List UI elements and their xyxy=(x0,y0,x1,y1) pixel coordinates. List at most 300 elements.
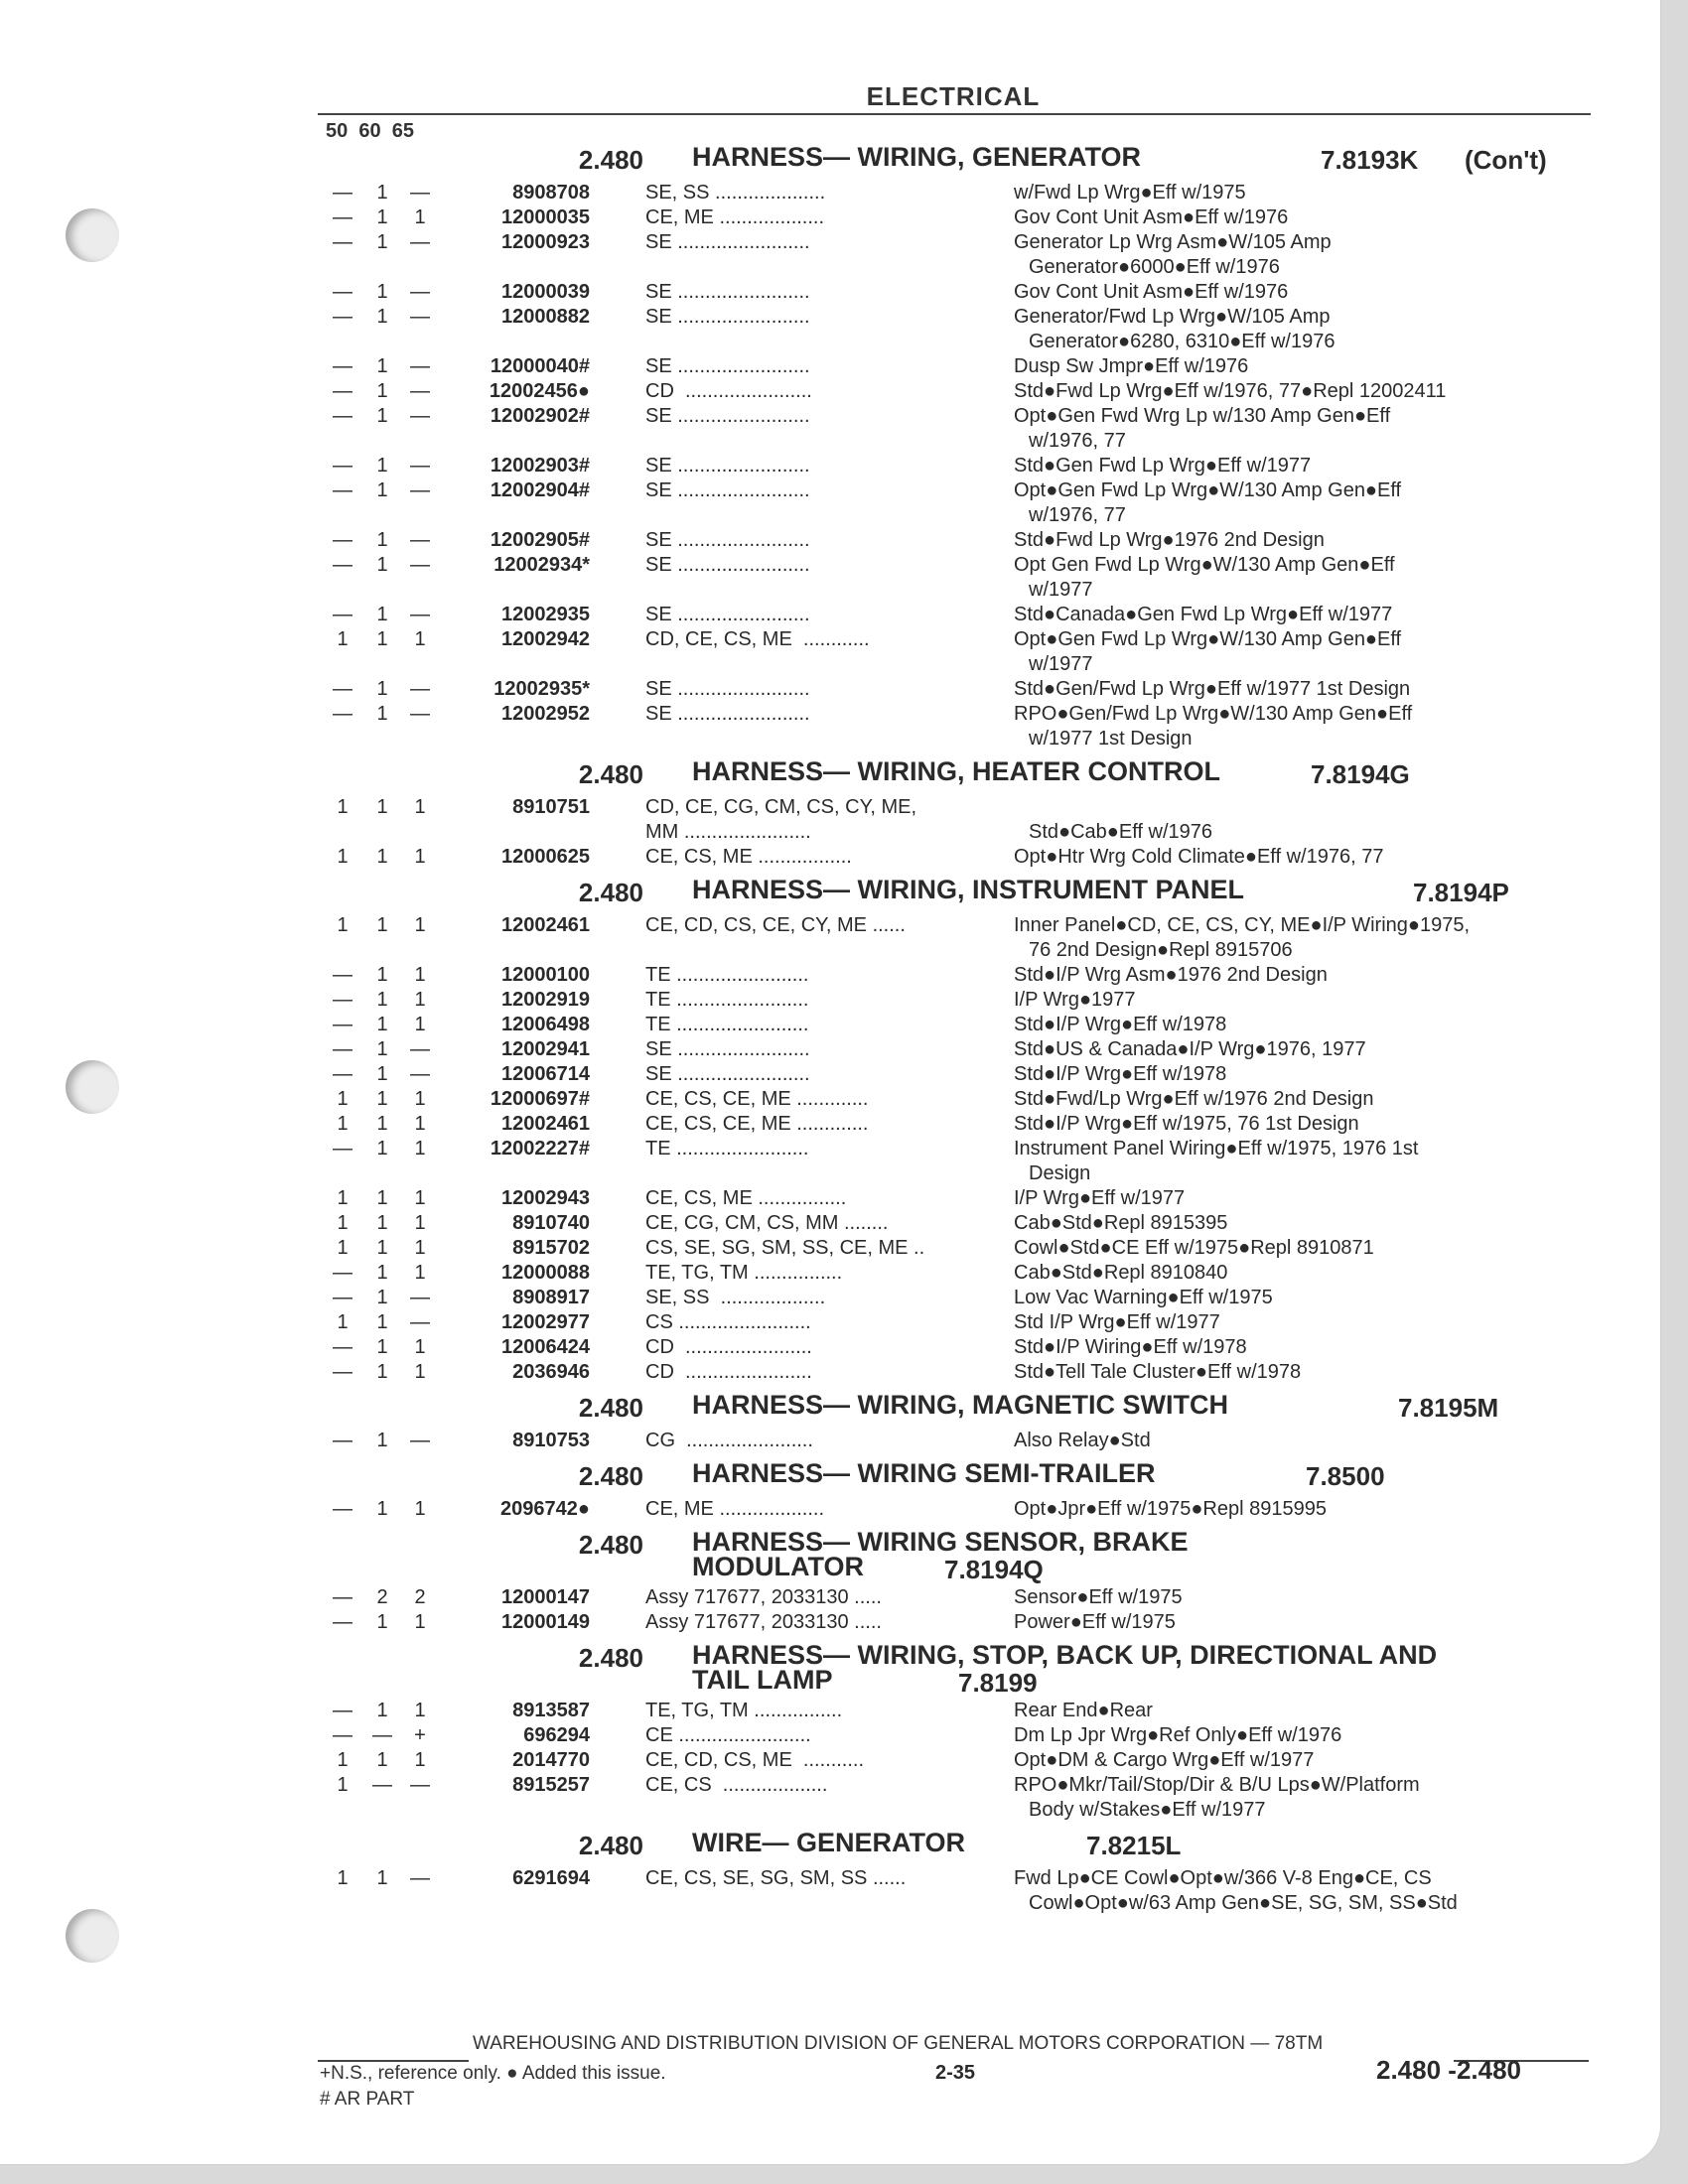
part-description xyxy=(1014,1723,1599,1748)
qty-1950-series: — xyxy=(333,281,352,303)
description-line: Power●Eff w/1975 xyxy=(1014,1611,1176,1633)
part-number: 12002902# xyxy=(490,405,590,427)
description-line: Sensor●Eff w/1975 xyxy=(1014,1586,1183,1608)
qty-1960-series: 1 xyxy=(376,1749,388,1771)
section-code: 7.8194Q xyxy=(944,1555,1044,1584)
part-description xyxy=(1014,1286,1599,1310)
part-row xyxy=(328,1699,1599,1723)
qty-1960-series: 1 xyxy=(376,554,388,576)
part-number: 12002943 xyxy=(501,1187,590,1209)
section-group-number: 2.480 xyxy=(578,1643,643,1673)
qty-1960-series: 1 xyxy=(376,1212,388,1234)
part-description xyxy=(1014,1087,1599,1112)
qty-1960-series: 1 xyxy=(376,479,388,501)
model-codes: CE, ME ................... xyxy=(645,1498,825,1520)
part-number: 12002919 xyxy=(501,989,590,1011)
qty-1965-series: 1 xyxy=(414,206,426,228)
qty-1965-series: — xyxy=(410,1038,430,1060)
description-line: Fwd Lp●CE Cowl●Opt●w/366 V-8 Eng●CE, CS xyxy=(1014,1867,1432,1889)
qty-1965-series: 1 xyxy=(414,1014,426,1035)
qty-1950-series: 1 xyxy=(337,1311,349,1333)
part-row xyxy=(328,1112,1599,1137)
part-row xyxy=(328,454,1599,478)
description-line: Cab●Std●Repl 8910840 xyxy=(1014,1262,1228,1284)
part-row xyxy=(328,1236,1599,1261)
model-codes: CG ....................... xyxy=(645,1430,813,1451)
qty-1965-series: 2 xyxy=(414,1586,426,1608)
qty-1950-series: 1 xyxy=(337,1187,349,1209)
description-line xyxy=(1014,795,1599,820)
part-row xyxy=(328,1211,1599,1236)
model-codes: SE ........................ xyxy=(645,306,810,328)
qty-1950-series: — xyxy=(333,206,352,228)
part-description xyxy=(1014,478,1599,528)
qty-1960-series: 1 xyxy=(376,231,388,253)
qty-1950-series: — xyxy=(333,1336,352,1358)
qty-1960-series: 1 xyxy=(376,1088,388,1110)
model-codes: SE, SS .................... xyxy=(645,182,826,204)
qty-1960-series: 1 xyxy=(376,206,388,228)
description-line: Body w/Stakes●Eff w/1977 xyxy=(1029,1799,1266,1821)
part-description xyxy=(1014,1699,1599,1723)
qty-1965-series: — xyxy=(410,703,430,725)
model-codes: CD, CE, CS, ME ............ xyxy=(645,628,870,650)
qty-1960-series: 1 xyxy=(376,703,388,725)
footer-division-text: WAREHOUSING AND DISTRIBUTION DIVISION OF GENERAL MOTORS CORPORATION — 78TM xyxy=(473,2033,1324,2054)
part-description xyxy=(1014,603,1599,627)
part-description xyxy=(1014,305,1599,354)
qty-1965-series: — xyxy=(410,1774,430,1796)
page-number: 2-35 xyxy=(935,2062,976,2084)
qty-1965-series: 1 xyxy=(414,1113,426,1135)
description-line: Std●I/P Wrg●Eff w/1975, 76 1st Design xyxy=(1014,1113,1359,1135)
qty-1965-series: 1 xyxy=(414,628,426,650)
footer-note-ar: # AR PART xyxy=(320,2089,415,2110)
part-number: 12002977 xyxy=(501,1311,590,1333)
description-line: Gov Cont Unit Asm●Eff w/1976 xyxy=(1014,281,1289,303)
qty-1965-series: — xyxy=(410,182,430,204)
description-line: Std●Canada●Gen Fwd Lp Wrg●Eff w/1977 xyxy=(1014,604,1393,625)
model-codes: CD, CE, CG, CM, CS, CY, ME, MM ....................... xyxy=(645,796,916,843)
description-line: w/1976, 77 xyxy=(1029,430,1126,452)
description-line: 76 2nd Design●Repl 8915706 xyxy=(1029,939,1293,961)
description-line: Std●Fwd Lp Wrg●1976 2nd Design xyxy=(1014,529,1325,551)
description-line: Opt●Gen Fwd Lp Wrg●W/130 Amp Gen●Eff xyxy=(1014,628,1402,650)
qty-1965-series: — xyxy=(410,1430,430,1451)
description-line: Std●Gen Fwd Lp Wrg●Eff w/1977 xyxy=(1014,455,1312,477)
qty-1965-series: 1 xyxy=(414,1212,426,1234)
qty-1950-series: 1 xyxy=(337,1088,349,1110)
footer-note-legend: +N.S., reference only. ● Added this issue. xyxy=(320,2063,666,2084)
description-line: Opt●Gen Fwd Wrg Lp w/130 Amp Gen●Eff xyxy=(1014,405,1391,427)
qty-1950-series: — xyxy=(333,355,352,377)
model-codes: SE ........................ xyxy=(645,1063,810,1085)
section-code: 7.8194P xyxy=(1413,878,1509,907)
qty-1950-series: 1 xyxy=(337,796,349,818)
description-line: w/1977 xyxy=(1029,653,1093,675)
qty-1960-series: 1 xyxy=(376,846,388,868)
qty-1950-series: — xyxy=(333,678,352,700)
part-row xyxy=(328,1610,1599,1635)
model-codes: TE ........................ xyxy=(645,964,809,986)
qty-1960-series: 1 xyxy=(376,678,388,700)
qty-1965-series: 1 xyxy=(414,1700,426,1721)
qty-1965-series: — xyxy=(410,604,430,625)
part-row xyxy=(328,181,1599,205)
description-line: Std●Gen/Fwd Lp Wrg●Eff w/1977 1st Design xyxy=(1014,678,1411,700)
section-header xyxy=(328,1391,1599,1429)
part-number: 12002934* xyxy=(493,554,590,576)
part-description xyxy=(1014,1013,1599,1037)
part-row xyxy=(328,1360,1599,1385)
qty-1965-series: — xyxy=(410,1287,430,1308)
qty-1960-series: 1 xyxy=(376,405,388,427)
description-line: Opt●Jpr●Eff w/1975●Repl 8915995 xyxy=(1014,1498,1327,1520)
parts-list xyxy=(328,143,1599,1916)
part-row xyxy=(328,280,1599,305)
description-line: Cowl●Opt●w/63 Amp Gen●SE, SG, SM, SS●Std xyxy=(1029,1892,1458,1914)
qty-1965-series: — xyxy=(410,380,430,402)
section-header xyxy=(328,1459,1599,1497)
qty-1960-series: 1 xyxy=(376,1187,388,1209)
model-codes: TE, TG, TM ................ xyxy=(645,1700,843,1721)
part-number: 12002935* xyxy=(493,678,590,700)
description-line: Cowl●Std●CE Eff w/1975●Repl 8910871 xyxy=(1014,1237,1374,1259)
qty-1965-series: — xyxy=(410,405,430,427)
part-number: 12006498 xyxy=(501,1014,590,1035)
qty-1965-series: — xyxy=(410,1311,430,1333)
qty-1965-series: 1 xyxy=(414,1088,426,1110)
description-line: Cab●Std●Repl 8915395 xyxy=(1014,1212,1228,1234)
part-number: 8910753 xyxy=(512,1430,590,1451)
qty-1950-series: — xyxy=(333,1430,352,1451)
part-row xyxy=(328,677,1599,702)
qty-1950-series: — xyxy=(333,964,352,986)
qty-1965-series: — xyxy=(410,306,430,328)
part-number: 12000039 xyxy=(501,281,590,303)
qty-1960-series: 1 xyxy=(376,1311,388,1333)
section-group-number: 2.480 xyxy=(578,145,643,175)
qty-1960-series: 1 xyxy=(376,1063,388,1085)
qty-1960-series: 1 xyxy=(376,964,388,986)
part-number: 8908708 xyxy=(512,182,590,204)
model-codes: SE ........................ xyxy=(645,703,810,725)
part-number: 8910751 xyxy=(512,796,590,818)
description-line: RPO●Mkr/Tail/Stop/Dir & B/U Lps●W/Platform xyxy=(1014,1774,1420,1796)
part-row xyxy=(328,603,1599,627)
part-description xyxy=(1014,454,1599,478)
qty-1960-series: 1 xyxy=(376,306,388,328)
description-line: Design xyxy=(1029,1162,1091,1184)
part-number: 12002952 xyxy=(501,703,590,725)
part-row xyxy=(328,379,1599,404)
part-row xyxy=(328,1062,1599,1087)
part-description xyxy=(1014,553,1599,603)
qty-1950-series: — xyxy=(333,455,352,477)
model-codes: CE, CD, CS, ME ........... xyxy=(645,1749,865,1771)
qty-1950-series: — xyxy=(333,1586,352,1608)
section-code: 7.8500 xyxy=(1306,1461,1385,1491)
section-header xyxy=(328,876,1599,913)
qty-1965-series: — xyxy=(410,1063,430,1085)
model-codes: CD ....................... xyxy=(645,380,812,402)
part-row xyxy=(328,1429,1599,1453)
qty-1960-series: 2 xyxy=(376,1586,388,1608)
qty-1950-series: — xyxy=(333,1014,352,1035)
description-line: Low Vac Warning●Eff w/1975 xyxy=(1014,1287,1273,1308)
binder-hole-bottom xyxy=(66,1909,119,1963)
model-codes: SE ........................ xyxy=(645,554,810,576)
description-line: Std I/P Wrg●Eff w/1977 xyxy=(1014,1311,1220,1333)
section-code: 7.8194G xyxy=(1311,759,1410,789)
model-codes: CD ....................... xyxy=(645,1361,812,1383)
section-code: 7.8199 xyxy=(958,1668,1038,1698)
model-codes: CE, CS, CE, ME ............. xyxy=(645,1088,869,1110)
part-description xyxy=(1014,988,1599,1013)
part-description xyxy=(1014,528,1599,553)
qty-1965-series: 1 xyxy=(414,1336,426,1358)
section-group-number: 2.480 xyxy=(578,1831,643,1860)
part-row xyxy=(328,305,1599,354)
model-codes: TE ........................ xyxy=(645,1014,809,1035)
qty-1960-series: 1 xyxy=(376,182,388,204)
part-description xyxy=(1014,1310,1599,1335)
qty-1950-series: 1 xyxy=(337,1867,349,1889)
section-header xyxy=(328,143,1599,181)
part-number: 6291694 xyxy=(512,1867,590,1889)
description-line: Opt●DM & Cargo Wrg●Eff w/1977 xyxy=(1014,1749,1315,1771)
section-title: WIRE— GENERATOR xyxy=(692,1828,966,1857)
qty-1965-series: — xyxy=(410,529,430,551)
part-description xyxy=(1014,181,1599,205)
description-line: Std●Cab●Eff w/1976 xyxy=(1029,821,1213,843)
qty-1950-series: 1 xyxy=(337,846,349,868)
section-header xyxy=(328,1528,1599,1585)
qty-1950-series: 1 xyxy=(337,1212,349,1234)
part-row xyxy=(328,354,1599,379)
qty-1965-series: — xyxy=(410,355,430,377)
model-codes: Assy 717677, 2033130 ..... xyxy=(645,1611,882,1633)
model-codes: CE, CG, CM, CS, MM ........ xyxy=(645,1212,889,1234)
part-row xyxy=(328,1335,1599,1360)
description-line: Inner Panel●CD, CE, CS, CY, ME●I/P Wiring●1975, xyxy=(1014,914,1471,936)
description-line: Opt Gen Fwd Lp Wrg●W/130 Amp Gen●Eff xyxy=(1014,554,1395,576)
section-group-number: 2.480 xyxy=(578,759,643,789)
description-line: Instrument Panel Wiring●Eff w/1975, 1976 1st xyxy=(1014,1138,1419,1160)
part-row xyxy=(328,230,1599,280)
qty-1960-series: 1 xyxy=(376,1113,388,1135)
section-header xyxy=(328,757,1599,795)
part-row xyxy=(328,1087,1599,1112)
qty-1950-series: 1 xyxy=(337,1774,349,1796)
section-group-number: 2.480 xyxy=(578,1461,643,1491)
part-row xyxy=(328,1748,1599,1773)
part-description xyxy=(1014,1360,1599,1385)
qty-1960-series: 1 xyxy=(376,380,388,402)
part-number: 12002461 xyxy=(501,1113,590,1135)
part-number: 12006424 xyxy=(501,1336,590,1358)
part-number: 8908917 xyxy=(512,1287,590,1308)
model-codes: SE ........................ xyxy=(645,281,810,303)
section-group-number: 2.480 xyxy=(578,1393,643,1423)
qty-1960-series: 1 xyxy=(376,1430,388,1451)
qty-1965-series: — xyxy=(410,231,430,253)
qty-1965-series: 1 xyxy=(414,1498,426,1520)
part-row xyxy=(328,404,1599,454)
qty-1950-series: 1 xyxy=(337,1749,349,1771)
section-header xyxy=(328,1641,1599,1699)
qty-1965-series: 1 xyxy=(414,989,426,1011)
qty-1960-series: 1 xyxy=(376,604,388,625)
qty-1950-series: — xyxy=(333,1611,352,1633)
part-row xyxy=(328,702,1599,751)
qty-1965-series: — xyxy=(410,678,430,700)
section-code: 7.8195M xyxy=(1398,1393,1499,1423)
part-description xyxy=(1014,1429,1599,1453)
part-description xyxy=(1014,963,1599,988)
qty-1965-series: 1 xyxy=(414,796,426,818)
part-row xyxy=(328,988,1599,1013)
qty-1960-series: 1 xyxy=(376,989,388,1011)
description-line: Opt●Gen Fwd Lp Wrg●W/130 Amp Gen●Eff xyxy=(1014,479,1402,501)
qty-1950-series: — xyxy=(333,1498,352,1520)
description-line: Generator●6280, 6310●Eff w/1976 xyxy=(1029,331,1336,352)
part-row xyxy=(328,963,1599,988)
model-codes: CS, SE, SG, SM, SS, CE, ME .. xyxy=(645,1237,925,1259)
part-row xyxy=(328,1585,1599,1610)
description-line: w/1977 1st Design xyxy=(1029,728,1193,750)
model-codes: SE ........................ xyxy=(645,479,810,501)
part-description xyxy=(1014,404,1599,454)
qty-1950-series: — xyxy=(333,1724,352,1746)
section-title: HARNESS— WIRING, HEATER CONTROL xyxy=(692,756,1220,786)
qty-1960-series: 1 xyxy=(376,1700,388,1721)
qty-1950-series: — xyxy=(333,182,352,204)
part-number: 8915257 xyxy=(512,1774,590,1796)
section-title: HARNESS— WIRING, MAGNETIC SWITCH xyxy=(692,1390,1228,1420)
part-number: 8915702 xyxy=(512,1237,590,1259)
part-number: 2096742● xyxy=(500,1498,590,1520)
description-line: Std●US & Canada●I/P Wrg●1976, 1977 xyxy=(1014,1038,1366,1060)
qty-1960-series: 1 xyxy=(376,1498,388,1520)
footer-notes xyxy=(320,2061,666,2113)
model-codes: SE ........................ xyxy=(645,1038,810,1060)
part-description xyxy=(1014,1748,1599,1773)
part-number: 12000088 xyxy=(501,1262,590,1284)
qty-1960-series: 1 xyxy=(376,1361,388,1383)
part-number: 12000149 xyxy=(501,1611,590,1633)
qty-1950-series: — xyxy=(333,1038,352,1060)
description-line: Opt●Htr Wrg Cold Climate●Eff w/1976, 77 xyxy=(1014,846,1384,868)
description-line: I/P Wrg●Eff w/1977 xyxy=(1014,1187,1186,1209)
qty-1965-series: 1 xyxy=(414,1262,426,1284)
page-group-range: 2.480 -2.480 xyxy=(1376,2055,1522,2085)
part-number: 2036946 xyxy=(512,1361,590,1383)
model-codes: CE ........................ xyxy=(645,1724,811,1746)
qty-1960-series: 1 xyxy=(376,529,388,551)
model-codes: SE ........................ xyxy=(645,231,810,253)
qty-1950-series: — xyxy=(333,554,352,576)
qty-1950-series: — xyxy=(333,1361,352,1383)
part-description xyxy=(1014,845,1599,870)
qty-1950-series: 1 xyxy=(337,1113,349,1135)
description-line: Std●Tell Tale Cluster●Eff w/1978 xyxy=(1014,1361,1302,1383)
part-description xyxy=(1014,354,1599,379)
running-title: ELECTRICAL xyxy=(866,81,1041,111)
part-number: 12002941 xyxy=(501,1038,590,1060)
part-number: 12000147 xyxy=(501,1586,590,1608)
qty-1965-series: 1 xyxy=(414,1187,426,1209)
model-codes: TE ........................ xyxy=(645,1138,809,1160)
qty-1960-series: 1 xyxy=(376,914,388,936)
description-line: RPO●Gen/Fwd Lp Wrg●W/130 Amp Gen●Eff xyxy=(1014,703,1413,725)
part-number: 12002905# xyxy=(490,529,590,551)
part-number: 8913587 xyxy=(512,1700,590,1721)
part-description xyxy=(1014,1261,1599,1286)
part-row xyxy=(328,1723,1599,1748)
qty-1950-series: 1 xyxy=(337,914,349,936)
part-number: 12006714 xyxy=(501,1063,590,1085)
part-description xyxy=(1014,913,1599,963)
qty-1965-series: + xyxy=(414,1724,426,1746)
part-description xyxy=(1014,1585,1599,1610)
qty-1960-series: 1 xyxy=(376,1237,388,1259)
description-line: Generator/Fwd Lp Wrg●W/105 Amp xyxy=(1014,306,1331,328)
model-codes: TE ........................ xyxy=(645,989,809,1011)
part-row xyxy=(328,1137,1599,1186)
qty-1960-series: 1 xyxy=(376,1038,388,1060)
model-codes: CE, CS, SE, SG, SM, SS ...... xyxy=(645,1867,907,1889)
model-codes: CE, CS, ME ................ xyxy=(645,1187,847,1209)
part-description xyxy=(1014,1773,1599,1823)
description-line: Std●I/P Wrg●Eff w/1978 xyxy=(1014,1063,1227,1085)
description-line: Std●I/P Wiring●Eff w/1978 xyxy=(1014,1336,1247,1358)
part-description xyxy=(1014,795,1599,845)
section-group-number: 2.480 xyxy=(578,878,643,907)
section-header xyxy=(328,1829,1599,1866)
qty-1960-series: 1 xyxy=(376,1287,388,1308)
qty-1950-series: — xyxy=(333,529,352,551)
part-description xyxy=(1014,1236,1599,1261)
part-row xyxy=(328,1261,1599,1286)
qty-1965-series: — xyxy=(410,455,430,477)
qty-1950-series: — xyxy=(333,306,352,328)
part-number: 12000882 xyxy=(501,306,590,328)
qty-1960-series: 1 xyxy=(376,1138,388,1160)
qty-1965-series: 1 xyxy=(414,964,426,986)
qty-1950-series: — xyxy=(333,231,352,253)
qty-1960-series: 1 xyxy=(376,796,388,818)
part-number: 12002903# xyxy=(490,455,590,477)
qty-1965-series: 1 xyxy=(414,1611,426,1633)
part-number: 12002935 xyxy=(501,604,590,625)
model-codes: SE ........................ xyxy=(645,604,810,625)
part-description xyxy=(1014,1497,1599,1522)
model-codes: SE ........................ xyxy=(645,529,810,551)
description-line: Also Relay●Std xyxy=(1014,1430,1151,1451)
section-code: 7.8193K xyxy=(1321,145,1419,175)
part-number: 12002227# xyxy=(490,1138,590,1160)
qty-1960-series: 1 xyxy=(376,355,388,377)
part-row xyxy=(328,1773,1599,1823)
description-line: Std●I/P Wrg●Eff w/1978 xyxy=(1014,1014,1227,1035)
part-description xyxy=(1014,1137,1599,1186)
section-group-number: 2.480 xyxy=(578,1530,643,1560)
qty-1965-series: — xyxy=(410,479,430,501)
part-number: 12000625 xyxy=(501,846,590,868)
qty-1950-series: — xyxy=(333,380,352,402)
part-number: 12002904# xyxy=(490,479,590,501)
